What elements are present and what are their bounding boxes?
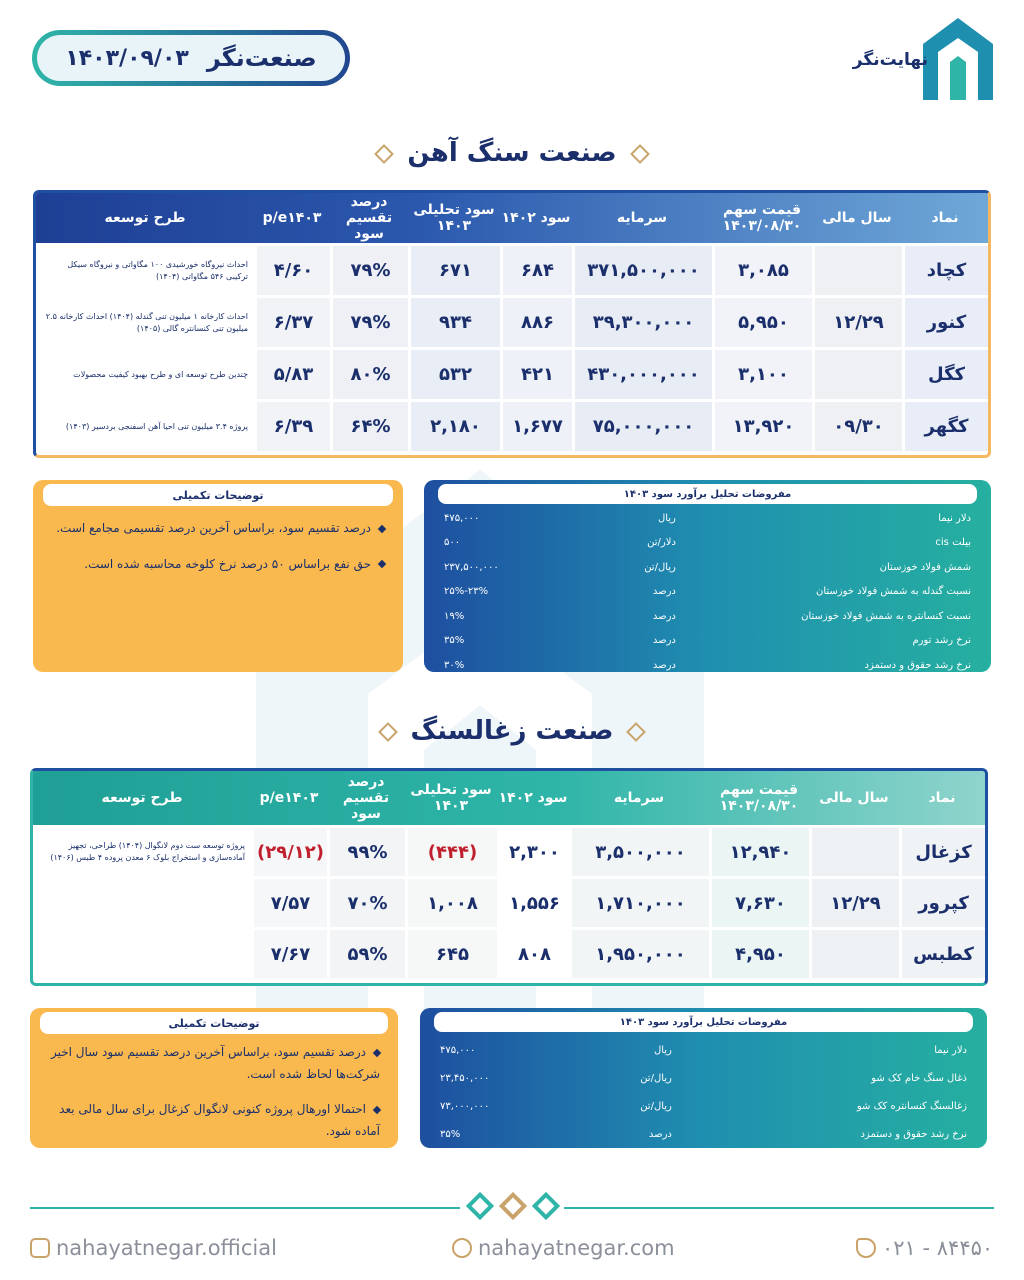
cell-capital: ۱,۹۵۰,۰۰۰ bbox=[569, 930, 709, 978]
assumption-unit: درصد bbox=[652, 659, 676, 671]
iron-table-header bbox=[36, 193, 988, 243]
assumption-value: ۲۳,۴۵۰,۰۰۰ bbox=[440, 1072, 490, 1084]
assumption-name: نرخ رشد حقوق و دستمزد bbox=[864, 659, 971, 671]
globe-icon bbox=[452, 1238, 472, 1258]
cell-symbol: کزغال bbox=[899, 828, 985, 876]
iron-assumptions bbox=[424, 480, 991, 672]
cell-capital: ۳۹,۳۰۰,۰۰۰ bbox=[572, 298, 712, 347]
cell-profit: ۶۸۴ bbox=[500, 246, 572, 295]
cell-symbol: کنور bbox=[902, 298, 988, 347]
assumption-row bbox=[424, 1092, 983, 1120]
cell-capital: ۱,۷۱۰,۰۰۰ bbox=[569, 879, 709, 927]
cell-capital: ۳۷۱,۵۰۰,۰۰۰ bbox=[572, 246, 712, 295]
cell-analytic: ۱,۰۰۸ bbox=[405, 879, 497, 927]
coal-section-title: صنعت زغالسنگ bbox=[0, 716, 1024, 746]
cell-price: ۴,۹۵۰ bbox=[709, 930, 809, 978]
coal-table bbox=[30, 768, 988, 986]
col-pe: p/e۱۴۰۳ bbox=[259, 789, 319, 806]
cell-pe: ۶/۳۹ bbox=[254, 402, 330, 451]
footer-instagram[interactable]: nahayatnegar.official bbox=[30, 1236, 277, 1260]
cell-price: ۳,۱۰۰ bbox=[712, 350, 812, 399]
assumption-name: ذغال سنگ خام کک شو bbox=[871, 1072, 967, 1084]
assumption-unit: ریال/تن bbox=[640, 1072, 672, 1084]
coal-notes bbox=[30, 1008, 398, 1148]
cell-plan: احداث نیروگاه خورشیدی ۱۰۰ مگاواتی و نیروگاه سیکل ترکیبی ۵۴۶ مگاواتی (۱۴۰۴) bbox=[36, 246, 254, 295]
col-payout: درصد تقسیم سود bbox=[345, 193, 393, 243]
cell-analytic: ۶۴۵ bbox=[405, 930, 497, 978]
col-plan: طرح توسعه bbox=[101, 789, 183, 806]
assumption-name: نرخ رشد تورم bbox=[912, 635, 971, 647]
assumption-value: ۲۳%-۲۵% bbox=[444, 586, 489, 598]
cell-pe: (۲۹/۱۲) bbox=[251, 828, 327, 876]
cell-fiscal bbox=[809, 930, 899, 978]
cell-plan: پروژه توسعه ست دوم لانگوال (۱۴۰۴) طراحی، تجهیز آماده‌سازی و استخراج بلوک ۶ معدن پروده ۴ طبس (۱۴۰۶) bbox=[33, 828, 251, 876]
assumption-value: ۴۷۵,۰۰۰ bbox=[444, 512, 480, 524]
cell-symbol: کپرور bbox=[899, 879, 985, 927]
diamond-icon bbox=[466, 1192, 494, 1220]
cell-price: ۳,۰۸۵ bbox=[712, 246, 812, 295]
cell-price: ۱۲,۹۴۰ bbox=[709, 828, 809, 876]
cell-pe: ۴/۶۰ bbox=[254, 246, 330, 295]
note-item: درصد تقسیم سود، براساس آخرین درصد تقسیمی مجامع است. bbox=[51, 518, 385, 540]
assumptions-title: مفروضات تحلیل برآورد سود ۱۴۰۳ bbox=[438, 484, 977, 504]
cell-analytic: ۵۳۲ bbox=[408, 350, 500, 399]
assumption-value: ۳۵% bbox=[440, 1128, 461, 1140]
assumption-value: ۳۵% bbox=[444, 635, 465, 647]
cell-fiscal bbox=[812, 246, 902, 295]
assumption-name: نسبت گندله به شمش فولاد خوزستان bbox=[816, 586, 971, 598]
assumption-name: نسبت کنسانتره به شمش فولاد خوزستان bbox=[801, 610, 971, 622]
col-profit: سود ۱۴۰۲ bbox=[501, 209, 571, 226]
table-row bbox=[36, 295, 988, 347]
table-row bbox=[33, 927, 985, 978]
cell-price: ۷,۶۳۰ bbox=[709, 879, 809, 927]
assumption-unit: درصد bbox=[652, 635, 676, 647]
cell-fiscal bbox=[809, 828, 899, 876]
assumption-row bbox=[428, 555, 987, 580]
col-plan: طرح توسعه bbox=[104, 209, 186, 226]
cell-symbol: کطبس bbox=[899, 930, 985, 978]
col-fiscal: سال مالی bbox=[819, 789, 889, 806]
diamond-icon bbox=[375, 144, 395, 164]
diamond-icon bbox=[532, 1192, 560, 1220]
cell-plan: پروژه ۳.۴ میلیون تنی احیا آهن اسفنجی بردسیر (۱۴۰۳) bbox=[36, 402, 254, 451]
cell-pe: ۷/۵۷ bbox=[251, 879, 327, 927]
col-symbol: نماد bbox=[931, 209, 959, 226]
assumption-value: ۷۳,۰۰۰,۰۰۰ bbox=[440, 1100, 490, 1112]
cell-payout: ۵۹% bbox=[327, 930, 405, 978]
assumption-name: نرخ رشد حقوق و دستمزد bbox=[860, 1128, 967, 1140]
assumptions-title: مفروضات تحلیل برآورد سود ۱۴۰۳ bbox=[434, 1012, 973, 1032]
assumption-name: زغالسنگ کنسانتره کک شو bbox=[856, 1100, 967, 1112]
assumption-unit: دلار/تن bbox=[647, 537, 676, 549]
table-row bbox=[36, 399, 988, 451]
assumption-unit: ریال/تن bbox=[644, 561, 676, 573]
cell-fiscal bbox=[812, 350, 902, 399]
col-analytic: سود تحلیلی ۱۴۰۳ bbox=[413, 201, 495, 234]
cell-profit: ۱,۵۵۶ bbox=[497, 879, 569, 927]
col-profit: سود ۱۴۰۲ bbox=[498, 789, 568, 806]
iron-notes bbox=[33, 480, 403, 672]
assumption-name: دلار نیما bbox=[938, 512, 971, 524]
diamond-icon bbox=[499, 1192, 527, 1220]
cell-payout: ۷۹% bbox=[330, 246, 408, 295]
col-capital: سرمایه bbox=[613, 789, 665, 806]
cell-payout: ۷۰% bbox=[327, 879, 405, 927]
cell-fiscal: ۰۹/۳۰ bbox=[812, 402, 902, 451]
footer-phone[interactable]: ۰۲۱ - ۸۴۴۵۰ bbox=[856, 1236, 993, 1260]
note-item: درصد تقسیم سود، براساس آخرین درصد تقسیم سود سال اخیر شرکت‌ها لحاظ شده است. bbox=[48, 1042, 380, 1085]
iron-table bbox=[33, 190, 991, 458]
col-payout: درصد تقسیم سود bbox=[342, 773, 390, 823]
assumption-unit: درصد bbox=[652, 586, 676, 598]
cell-price: ۵,۹۵۰ bbox=[712, 298, 812, 347]
col-capital: سرمایه bbox=[616, 209, 668, 226]
cell-plan bbox=[33, 930, 251, 978]
assumption-row bbox=[424, 1036, 983, 1064]
cell-analytic: ۹۳۴ bbox=[408, 298, 500, 347]
cell-payout: ۹۹% bbox=[327, 828, 405, 876]
cell-plan bbox=[33, 879, 251, 927]
col-price: قیمت سهم ۱۴۰۳/۰۸/۳۰ bbox=[719, 781, 799, 814]
cell-payout: ۸۰% bbox=[330, 350, 408, 399]
assumption-value: ۵۰۰ bbox=[444, 537, 461, 549]
assumption-value: ۱۹% bbox=[444, 610, 465, 622]
cell-analytic: (۴۴۴) bbox=[405, 828, 497, 876]
brand-name: نهایت‌نگر bbox=[852, 50, 928, 70]
coal-table-header bbox=[33, 771, 985, 825]
assumption-row bbox=[424, 1064, 983, 1092]
cell-analytic: ۲,۱۸۰ bbox=[408, 402, 500, 451]
diamond-icon bbox=[630, 144, 650, 164]
assumption-name: دلار نیما bbox=[934, 1044, 967, 1056]
notes-title: توضیحات تکمیلی bbox=[40, 1012, 388, 1034]
assumption-name: شمش فولاد خوزستان bbox=[879, 561, 971, 573]
cell-profit: ۸۰۸ bbox=[497, 930, 569, 978]
footer-divider bbox=[30, 1207, 460, 1209]
assumption-unit: ریال bbox=[657, 512, 676, 524]
cell-pe: ۶/۳۷ bbox=[254, 298, 330, 347]
cell-capital: ۳,۵۰۰,۰۰۰ bbox=[569, 828, 709, 876]
assumption-row bbox=[428, 580, 987, 605]
note-item: احتمالا اورهال پروژه کنونی لانگوال کزغال برای سال مالی بعد آماده شود. bbox=[48, 1099, 380, 1142]
diamond-icon bbox=[627, 722, 647, 742]
cell-fiscal: ۱۲/۲۹ bbox=[809, 879, 899, 927]
assumption-unit: ریال bbox=[653, 1044, 672, 1056]
cell-payout: ۷۹% bbox=[330, 298, 408, 347]
cell-plan: احداث کارخانه ۱ میلیون تنی گندله (۱۴۰۴) احداث کارخانه ۲.۵ میلیون تنی کنسانتره گالی (۱۴۰۵) bbox=[36, 298, 254, 347]
col-price: قیمت سهم ۱۴۰۳/۰۸/۳۰ bbox=[722, 201, 802, 234]
phone-icon bbox=[856, 1238, 876, 1258]
assumption-unit: درصد bbox=[652, 610, 676, 622]
col-pe: p/e۱۴۰۳ bbox=[262, 209, 322, 226]
cell-profit: ۴۲۱ bbox=[500, 350, 572, 399]
assumption-value: ۴۷۵,۰۰۰ bbox=[440, 1044, 476, 1056]
cell-symbol: کگهر bbox=[902, 402, 988, 451]
cell-capital: ۴۳۰,۰۰۰,۰۰۰ bbox=[572, 350, 712, 399]
cell-pe: ۵/۸۳ bbox=[254, 350, 330, 399]
cell-symbol: کگل bbox=[902, 350, 988, 399]
assumption-row bbox=[424, 1120, 983, 1148]
notes-title: توضیحات تکمیلی bbox=[43, 484, 393, 506]
cell-analytic: ۶۷۱ bbox=[408, 246, 500, 295]
assumption-unit: ریال/تن bbox=[640, 1100, 672, 1112]
table-row bbox=[36, 243, 988, 295]
cell-payout: ۶۴% bbox=[330, 402, 408, 451]
cell-symbol: کچاد bbox=[902, 246, 988, 295]
cell-profit: ۱,۶۷۷ bbox=[500, 402, 572, 451]
table-row bbox=[33, 876, 985, 927]
footer-divider bbox=[564, 1207, 994, 1209]
table-row bbox=[33, 825, 985, 876]
assumption-row bbox=[428, 653, 987, 678]
col-symbol: نماد bbox=[928, 789, 956, 806]
col-analytic: سود تحلیلی ۱۴۰۳ bbox=[410, 781, 492, 814]
cell-profit: ۲,۳۰۰ bbox=[497, 828, 569, 876]
instagram-icon bbox=[30, 1238, 50, 1258]
cell-profit: ۸۸۶ bbox=[500, 298, 572, 347]
iron-section-title: صنعت سنگ آهن bbox=[0, 138, 1024, 168]
page-title: صنعت‌نگر bbox=[206, 44, 317, 72]
assumption-row bbox=[428, 604, 987, 629]
assumption-name: بیلت cis bbox=[935, 537, 971, 549]
col-fiscal: سال مالی bbox=[822, 209, 892, 226]
cell-plan: چندین طرح توسعه ای و طرح بهبود کیفیت محصولات bbox=[36, 350, 254, 399]
coal-assumptions bbox=[420, 1008, 987, 1148]
header-date-pill bbox=[32, 30, 350, 86]
assumption-row bbox=[428, 629, 987, 654]
table-row bbox=[36, 347, 988, 399]
cell-fiscal: ۱۲/۲۹ bbox=[812, 298, 902, 347]
assumption-row bbox=[428, 506, 987, 531]
cell-capital: ۷۵,۰۰۰,۰۰۰ bbox=[572, 402, 712, 451]
assumption-value: ۲۳۷,۵۰۰,۰۰۰ bbox=[444, 561, 499, 573]
assumption-row bbox=[428, 531, 987, 556]
assumption-unit: درصد bbox=[648, 1128, 672, 1140]
note-item: حق نفع براساس ۵۰ درصد نرخ کلوخه محاسبه شده است. bbox=[51, 554, 385, 576]
assumption-value: ۳۰% bbox=[444, 659, 465, 671]
diamond-icon bbox=[378, 722, 398, 742]
cell-price: ۱۳,۹۲۰ bbox=[712, 402, 812, 451]
footer-website[interactable]: nahayatnegar.com bbox=[452, 1236, 675, 1260]
report-date: ۱۴۰۳/۰۹/۰۳ bbox=[65, 45, 189, 71]
cell-pe: ۷/۶۷ bbox=[251, 930, 327, 978]
